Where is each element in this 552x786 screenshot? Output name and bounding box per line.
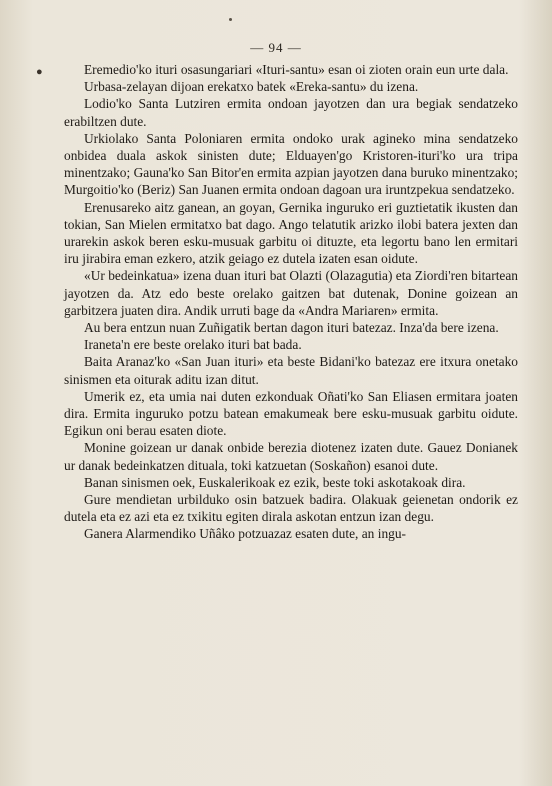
paragraph: Au bera entzun nuan Zuñigatik bertan dagon ituri batezaz. Inza'da bere izena.	[84, 320, 499, 336]
paragraph: Banan sinismen oek, Euskalerikoak ez ezik, beste toki askotakoak dira.	[84, 474, 466, 490]
paragraph: Urbasa-zelayan dijoan erekatxo batek «Ereka-santu» du izena.	[84, 79, 419, 95]
paragraph: Erenusareko aitz ganean, an goyan, Gernika inguruko eri guztietatik ikusten dan tokian, San Mielen ermitatxo bat dago. Ango telatutik arizko ilobi batera jexten dan urarekin askok beren esku-musuak garbitu oi dituzte, eta legortu bano len ermitari iru jirabira eman ezkero, atzik geiago ez dutela izaten esan oidute.	[64, 199, 518, 267]
paragraph: Baita Aranaz'ko «San Juan ituri» eta beste Bidani'ko batezaz ere itxura onetako sinismen eta oiturak aditu izan ditut.	[64, 354, 518, 387]
paragraph: Ganera Alarmendiko Uñâko potzuazaz esaten dute, an ingu-	[84, 526, 406, 542]
ink-speck	[229, 18, 232, 21]
paragraph: «Ur bedeinkatua» izena duan ituri bat Olazti (Olazagutia) eta Ziordi'ren bitartean jayotzen da. Atz edo beste orelako gaitzen bat dutenak, Donine goizean an garbitzera juaten dira. Andik urruti bage da «Andra Mariaren» ermita.	[64, 268, 518, 318]
paragraph: Urkiolako Santa Poloniaren ermita ondoko urak agineko mina sendatzeko onbidea duala askok sinisten dute; Elduayen'go Kristoren-ituri'ko ura tripa minentzako; Gauna'ko San Bitor'en ermita azpian jayotzen dana buruko minentzako; Murgoitio'ko (Beriz) San Juanen ermita ondoan dagoan ura iruntzpekua sendatzeko.	[64, 130, 518, 198]
page-number: — 94 —	[250, 40, 302, 55]
paragraph: Monine goizean ur danak onbide berezia diotenez izaten dute. Gauez Donianek ur danak bedeinkatzen dituala, toki katzuetan (Soskañon) esanoi dute.	[64, 440, 518, 473]
paragraph: Umerik ez, eta umia nai duten ezkonduak Oñati'ko San Eliasen ermitara joaten dira. Ermita inguruko potzu batean emakumeak bere esku-musuak garbitu oidute. Egikun oni berau esaten diote.	[64, 388, 518, 439]
paragraph: Eremedio'ko ituri osasungariari «Ituri-santu» esan oi zioten orain eun urte dala.	[84, 62, 509, 77]
body-text	[64, 61, 518, 543]
margin-mark-icon: ●	[36, 66, 43, 78]
paragraph: Iraneta'n ere beste orelako ituri bat bada.	[84, 337, 302, 353]
paragraph: Lodio'ko Santa Lutziren ermita ondoan jayotzen dan ura begiak sendatzeko erabiltzen dute.	[64, 96, 518, 129]
paragraph: Gure mendietan urbilduko osin batzuek badira. Olakuak geienetan ondorik ez dutela eta ez azi eta ez txikitu egiten dirala askotan entzun izan degu.	[64, 492, 518, 525]
